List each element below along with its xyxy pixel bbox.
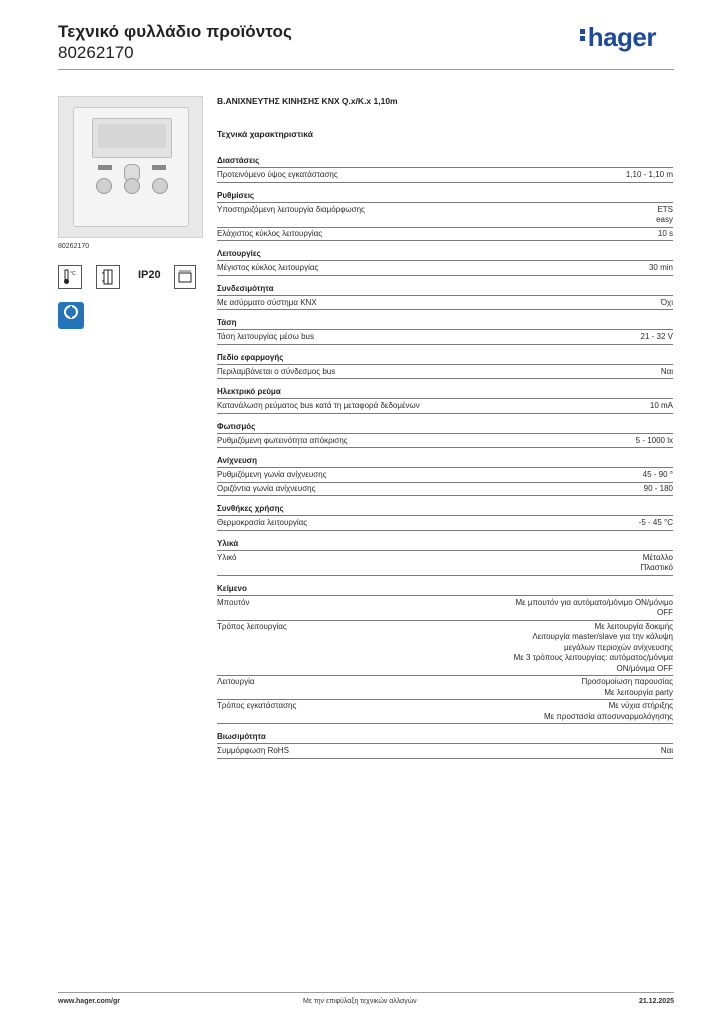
temp-unit-label: °C [70, 271, 76, 277]
spec-section [217, 156, 673, 183]
spec-row [217, 262, 673, 276]
spec-section [217, 539, 673, 576]
spec-row [217, 597, 673, 621]
spec-section [217, 318, 673, 345]
spec-label: Ρυθμιζόμενη φωτεινότητα απόκρισης [217, 435, 348, 445]
section-title: Φωτισμός [217, 422, 673, 434]
section-title: Ανίχνευση [217, 456, 673, 468]
spec-value-line: 30 min [648, 263, 673, 272]
knx-badge-icon [58, 302, 84, 329]
spec-value-line: ON/μόνιμα OFF [616, 663, 673, 673]
spec-value-line: 45 - 90 ° [642, 470, 673, 479]
hager-logo [580, 22, 656, 53]
spec-value-line: 21 - 32 V [640, 332, 673, 341]
spec-value-line: ETS [657, 204, 673, 214]
spec-label: Θερμοκρασία λειτουργίας [217, 518, 308, 527]
spec-row [217, 204, 673, 228]
section-title: Συνδεσιμότητα [217, 284, 673, 296]
section-title: Κείμενο [217, 584, 673, 596]
spec-value [661, 367, 673, 378]
spec-row [217, 228, 673, 242]
section-title: Ηλεκτρικό ρεύμα [217, 387, 673, 399]
section-title: Τάση [217, 318, 673, 330]
section-title: Διαστάσεις [217, 156, 673, 168]
section-title: Ρυθμίσεις [217, 191, 673, 203]
spec-value-line: Μέταλλο [642, 552, 673, 562]
spec-section [217, 387, 673, 414]
spec-label: Προτεινόμενο ύψος εγκατάστασης [217, 170, 338, 179]
spec-label: Τρόπος λειτουργίας [217, 621, 287, 631]
knob-middle [124, 178, 140, 194]
spec-section [217, 422, 673, 449]
spec-value [544, 701, 673, 722]
spec-section [217, 191, 673, 242]
spec-value [582, 677, 673, 698]
spec-section [217, 504, 673, 531]
section-title: Υλικά [217, 539, 673, 551]
spec-value-line: Με προστασία αποσυναρμολόγησης [543, 711, 673, 721]
spec-row [217, 517, 673, 531]
sensor-lens-inner [98, 124, 166, 148]
spec-value [661, 298, 673, 309]
spec-value-line: easy [656, 215, 673, 224]
spec-value-line: Με μπουτόν για αυτόματο/μόνιμο ON/μόνιμο [515, 597, 673, 607]
page-header [58, 22, 674, 68]
spec-value-line: -5 - 45 °C [638, 518, 673, 527]
spec-value-line: 90 - 180 [643, 483, 673, 493]
spec-label: Ελάχιστος κύκλος λειτουργίας [217, 228, 323, 238]
section-title: Βιωσιμότητα [217, 732, 673, 744]
spec-row [217, 331, 673, 345]
spec-value-line: Προσομοίωση παρουσίας [581, 677, 673, 686]
spec-value-line: 5 - 1000 lx [635, 435, 673, 445]
footer-divider [58, 992, 674, 993]
spec-value-line: μεγάλων περιοχών ανίχνευσης [563, 642, 673, 652]
spec-value [650, 401, 673, 412]
section-title: Πεδίο εφαρμογής [217, 353, 673, 365]
spec-row [217, 400, 673, 414]
spec-row [217, 469, 673, 483]
specifications [217, 96, 673, 767]
spec-value-line: 10 s [657, 228, 673, 238]
spec-label: Τάση λειτουργίας μέσω bus [217, 332, 314, 341]
spec-label: Τρόπος εγκατάστασης [217, 701, 297, 710]
spec-row [217, 483, 673, 497]
footer-date: 21.12.2025 [638, 998, 674, 1005]
spec-row [217, 552, 673, 576]
spec-section [217, 584, 673, 725]
spec-value [639, 518, 673, 529]
spec-section [217, 284, 673, 311]
spec-row [217, 297, 673, 311]
technical-heading: Τεχνικά χαρακτηριστικά [217, 129, 313, 139]
spec-value-line: Με λειτουργία party [604, 687, 673, 697]
dimension-icon [174, 265, 196, 289]
spec-value [644, 484, 673, 495]
spec-value [658, 229, 673, 240]
footer-note: Με την επιφύλαξη τεχνικών αλλαγών [303, 998, 417, 1005]
ip-rating: IP20 [138, 269, 161, 281]
spec-value [626, 170, 673, 181]
spec-label: Λειτουργία [217, 677, 255, 686]
spec-value [636, 436, 673, 447]
spec-value [649, 263, 673, 274]
spec-label: Οριζόντια γωνία ανίχνευσης [217, 483, 316, 493]
spec-row [217, 745, 673, 759]
spec-section [217, 249, 673, 276]
led-right [152, 165, 166, 170]
spec-sections [217, 156, 673, 759]
spec-row [217, 435, 673, 449]
spec-label: Μπουτόν [217, 597, 250, 607]
header-divider [58, 69, 674, 70]
spec-section [217, 456, 673, 496]
spec-value [661, 746, 673, 757]
image-caption: 80262170 [58, 243, 90, 250]
spec-value [643, 470, 673, 481]
spec-value-line: Όχι [660, 297, 673, 307]
spec-value-line: Πλαστικό [640, 563, 673, 572]
spec-label: Ρυθμιζόμενη γωνία ανίχνευσης [217, 470, 327, 479]
knob-right [152, 178, 168, 194]
spec-label: Συμμόρφωση RoHS [217, 746, 289, 755]
spec-label: Υποστηριζόμενη λειτουργία διαμόρφωσης [217, 204, 365, 214]
section-title: Λειτουργίες [217, 249, 673, 261]
knob-left [96, 178, 112, 194]
spec-value [656, 205, 673, 226]
spec-value [640, 553, 673, 574]
spec-value-line: Ναι [660, 366, 673, 376]
spec-value-line: Με νύχια στήριξης [608, 701, 673, 710]
spec-value-line: OFF [657, 608, 673, 617]
spec-value-line: 10 mA [649, 401, 673, 410]
spec-value [641, 332, 673, 343]
spec-label: Κατανάλωση ρεύματος bus κατά τη μεταφορά δεδομένων [217, 401, 420, 410]
footer-website[interactable]: www.hager.com/gr [58, 998, 120, 1005]
document-title: Τεχνικό φυλλάδιο προϊόντος [58, 22, 292, 41]
spec-section [217, 353, 673, 380]
detector-plate [73, 107, 189, 227]
spec-row [217, 676, 673, 700]
spec-section [217, 732, 673, 759]
spec-value [514, 622, 673, 675]
spec-label: Με ασύρματο σύστημα KNX [217, 297, 317, 307]
product-name: Β.ΑΝΙΧΝΕΥΤΗΣ ΚΙΝΗΣΗΣ KNX Q.x/K.x 1,10m [217, 96, 398, 106]
logo-dots-icon [580, 27, 586, 43]
spec-value-line: Ναι [660, 746, 673, 755]
spec-value-line: Με λειτουργία δοκιμής [594, 621, 673, 631]
spec-row [217, 366, 673, 380]
spec-value [515, 598, 673, 619]
spec-value-line: Λειτουργία master/slave για την κάλυψη [532, 632, 673, 641]
spec-value-line: Με 3 τρόπους λειτουργίας: αυτόματος/μόνιμα [513, 653, 673, 662]
thermometer-icon [58, 265, 82, 289]
product-code: 80262170 [58, 43, 134, 62]
spec-label: Μέγιστος κύκλος λειτουργίας [217, 263, 319, 272]
product-image [58, 96, 203, 238]
spec-label: Υλικό [217, 552, 237, 562]
section-title: Συνθήκες χρήσης [217, 504, 673, 516]
spec-value-line: 1,10 - 1,10 m [625, 170, 673, 179]
led-left [98, 165, 112, 170]
spec-label: Περιλαμβάνεται ο σύνδεσμος bus [217, 366, 336, 376]
spec-row [217, 621, 673, 677]
logo-text: hager [587, 22, 656, 52]
flush-mount-icon [96, 265, 120, 289]
spec-row [217, 169, 673, 183]
spec-row [217, 700, 673, 724]
